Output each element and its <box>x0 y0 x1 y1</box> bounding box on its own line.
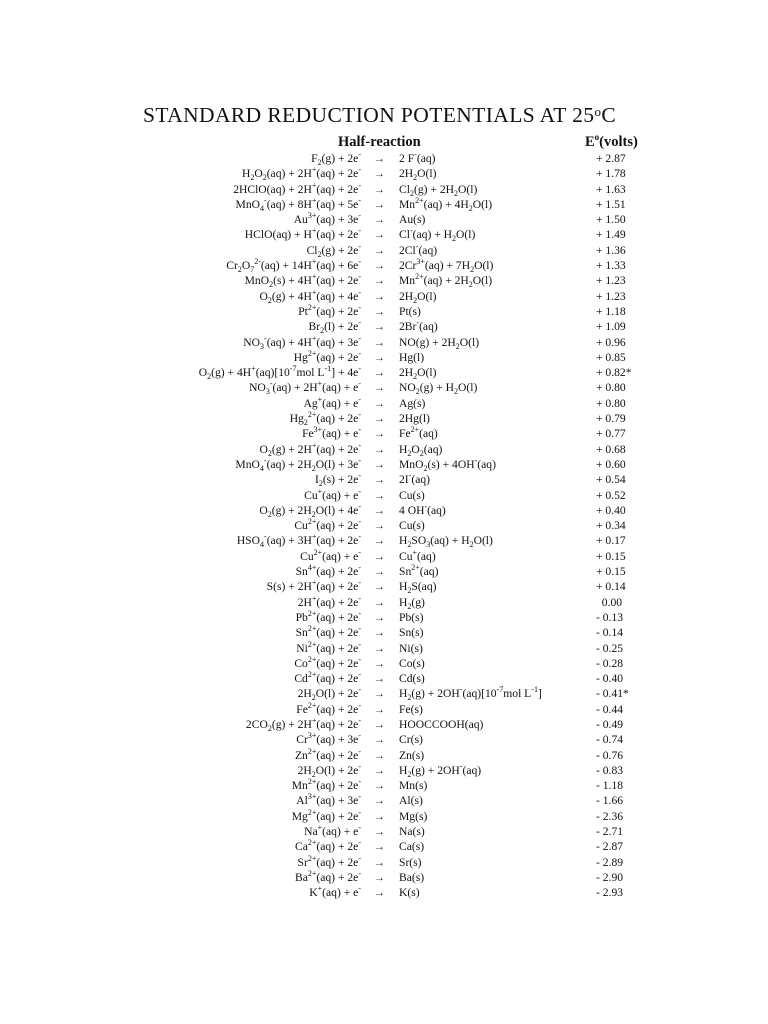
reactants: $Fe^{2+}(aq) + 2e^-$ <box>296 700 361 716</box>
table-row <box>0 396 768 411</box>
potential-value: - 0.83 <box>596 763 624 777</box>
reactants: $Cr_2O_7^{2-}(aq) + 14H^+(aq) + 6e^-$ <box>226 257 361 275</box>
products: Ni(s) <box>399 641 423 655</box>
potential-value: + 0.68 <box>596 442 626 456</box>
potential-value: + 0.80 <box>596 381 626 395</box>
reactants: $O_2(g) + 2H_2O(l) + 4e^-$ <box>259 501 361 519</box>
table-row <box>0 855 768 870</box>
reactants: $MnO_4^-(aq) + 2H_2O(l) + 3e^-$ <box>235 455 361 473</box>
products: $H_2(g) + 2OH^-(aq)[10^{-7}mol$ $L^{-1}$] <box>399 685 542 703</box>
potential-value: - 0.14 <box>596 626 624 640</box>
reactants: Ag+(aq) + e- <box>303 394 361 410</box>
column-header-half-reaction: Half-reaction <box>338 134 421 150</box>
table-row <box>0 166 768 181</box>
arrow-icon: → <box>373 412 385 426</box>
table-row <box>0 380 768 395</box>
arrow-icon: → <box>373 396 385 410</box>
arrow-icon: → <box>373 213 385 227</box>
products: MnO$_2$(s) + 4OH-(aq) <box>399 455 496 473</box>
arrow-icon: → <box>373 503 385 517</box>
potential-value: + 0.17 <box>596 534 626 548</box>
products: Al(s) <box>399 794 423 808</box>
products: Ca(s) <box>399 840 425 854</box>
products: 2 F-(aq) <box>399 150 436 165</box>
arrow-icon: → <box>373 565 385 579</box>
table-row <box>0 686 768 701</box>
e-superscript: o <box>594 132 600 142</box>
reactants: S(s) + 2H+(aq) + 2e- <box>266 578 361 594</box>
potential-value: - 0.74 <box>596 733 624 747</box>
products: $Fe^{2+}(aq)$ <box>399 425 438 441</box>
table-row <box>0 365 768 380</box>
products: Mn(s) <box>399 779 428 793</box>
products: $H_2O_2(aq)$ <box>399 442 443 458</box>
table-row <box>0 488 768 503</box>
potential-value: + 0.34 <box>596 519 626 533</box>
potential-value: - 2.87 <box>596 840 624 854</box>
products: Na(s) <box>399 825 425 839</box>
arrow-icon: → <box>373 381 385 395</box>
table-row <box>0 702 768 717</box>
potential-value: - 0.76 <box>596 748 624 762</box>
arrow-icon: → <box>373 656 385 670</box>
e-symbol: E <box>585 134 595 150</box>
arrow-icon: → <box>373 320 385 334</box>
products: $NO(g) + 2H_2O(l)$ <box>399 335 480 351</box>
products: Cu(s) <box>399 488 425 502</box>
reactants: $Mn^{2+}(aq) + 2e^-$ <box>291 777 361 793</box>
arrow-icon: → <box>373 350 385 364</box>
potential-value: + 1.18 <box>596 304 626 318</box>
table-row <box>0 870 768 885</box>
products: Ba(s) <box>399 870 425 884</box>
reactants: MnO$_2$(s) + 4H+(aq) + 2e- <box>244 272 361 290</box>
products: 2Hg(l) <box>399 412 430 426</box>
table-row <box>0 426 768 441</box>
table-row <box>0 625 768 640</box>
table-row <box>0 641 768 656</box>
reactants: $NO_3^-(aq) + 4H^+(aq) + 3e^-$ <box>243 333 361 351</box>
products: $2H_2O(l)$ <box>399 366 437 382</box>
arrow-icon: → <box>373 840 385 854</box>
reactants: $2H_2O(l) + 2e^-$ <box>297 685 361 703</box>
arrow-icon: → <box>373 626 385 640</box>
reactants: $Ni^{2+}(aq) + 2e^-$ <box>296 639 361 655</box>
potential-value: + 2.87 <box>596 152 626 165</box>
arrow-icon: → <box>373 289 385 303</box>
table-row <box>0 289 768 304</box>
table-row <box>0 763 768 778</box>
arrow-icon: → <box>373 366 385 380</box>
potential-value: + 0.80 <box>596 396 626 410</box>
products: $H_2SO_3(aq) + H_2O(l)$ <box>399 534 493 550</box>
arrow-icon: → <box>373 870 385 884</box>
reactants: MnO$_4$-(aq) + 8H+(aq) + 5e- <box>235 195 361 213</box>
table-row <box>0 258 768 273</box>
potential-value: + 1.63 <box>596 182 626 196</box>
reactants: Na+(aq) + e- <box>304 823 361 839</box>
table-row <box>0 809 768 824</box>
arrow-icon: → <box>373 825 385 839</box>
potential-value: - 0.44 <box>596 702 624 716</box>
reactants: HClO(aq) + H+(aq) + 2e- <box>244 226 361 242</box>
products: $Cl_2(g) + 2H_2O(l)$ <box>399 182 478 198</box>
arrow-icon: → <box>373 672 385 686</box>
potential-value: - 0.40 <box>596 672 624 686</box>
arrow-icon: → <box>373 748 385 762</box>
potential-value: - 0.25 <box>596 641 624 655</box>
reactants: $NO_3^-(aq) + 2H^+(aq) + e^-$ <box>249 379 361 397</box>
arrow-icon: → <box>373 457 385 471</box>
title-degree: o <box>594 104 602 119</box>
potential-value: + 0.54 <box>596 473 626 487</box>
products: $NO_2(g) + H_2O(l)$ <box>399 381 478 397</box>
products: HOOCCOOH(aq) <box>399 717 484 731</box>
reactants: $Br_2(l) + 2e^-$ <box>308 318 361 336</box>
potential-value: + 1.33 <box>596 259 626 273</box>
reactants: $Cd^{2+}(aq) + 2e^-$ <box>294 670 361 686</box>
reactants: $O_2(g) + 2H^+(aq) + 2e^-$ <box>259 440 361 458</box>
products: $H_2(g)$ <box>399 595 425 611</box>
table-row <box>0 778 768 793</box>
arrow-icon: → <box>373 794 385 808</box>
products: 2Br-(aq) <box>399 318 438 334</box>
products: $Mn^{2+}(aq) + 2H_2O(l)$ <box>399 272 493 290</box>
potential-value: - 2.71 <box>596 825 624 839</box>
reactants: $Au^{3+}(aq) + 3e^-$ <box>293 211 361 227</box>
reactants: $Sr^{2+}(aq) + 2e^-$ <box>297 853 361 869</box>
arrow-icon: → <box>373 717 385 731</box>
table-row <box>0 793 768 808</box>
arrow-icon: → <box>373 473 385 487</box>
reactants: $Co^{2+}(aq) + 2e^-$ <box>294 654 361 670</box>
products: Fe(s) <box>399 702 423 716</box>
products: $H_2(g) + 2OH^-(aq)$ <box>399 761 482 779</box>
title-text: STANDARD REDUCTION POTENTIALS AT 25 <box>143 103 595 127</box>
table-row <box>0 503 768 518</box>
reactants: $Pt^{2+}(aq) + 2e^-$ <box>298 302 361 318</box>
products: Cd(s) <box>399 672 425 686</box>
reactants: $HSO_4^-(aq) + 3H^+(aq) + 2e^-$ <box>236 532 361 550</box>
products: $2Cr^{3+}(aq) + 7H_2O(l)$ <box>399 257 494 275</box>
arrow-icon: → <box>373 442 385 456</box>
potential-value: - 1.66 <box>596 794 624 808</box>
products: $Cl^-(aq) + H_2O(l)$ <box>399 226 476 244</box>
products: $2H_2O(l)$ <box>399 289 437 305</box>
potential-value: - 2.90 <box>596 870 624 884</box>
table-row <box>0 335 768 350</box>
potential-value: + 1.09 <box>596 320 626 334</box>
products: Cr(s) <box>399 733 423 747</box>
reactants: K+(aq) + e- <box>309 884 361 900</box>
reactants: $F_2(g) + 2e^-$ <box>311 150 361 167</box>
reactants: $H_2O_2(aq) + 2H^+(aq) + 2e^-$ <box>241 165 361 183</box>
products: $2H_2O(l)$ <box>399 167 437 183</box>
arrow-icon: → <box>373 687 385 701</box>
table-row <box>0 610 768 625</box>
reactants: $Al^{3+}(aq) + 3e^-$ <box>296 792 361 808</box>
products: Cu(s) <box>399 519 425 533</box>
arrow-icon: → <box>373 427 385 441</box>
products: $H_2S(aq)$ <box>399 580 437 596</box>
arrow-icon: → <box>373 243 385 257</box>
reactants: $Cr^{3+}(aq) + 3e^-$ <box>296 731 361 747</box>
table-row <box>0 549 768 564</box>
potential-value: + 0.40 <box>596 503 626 517</box>
reactants: $Cu^{2+}(aq) + 2e^-$ <box>294 517 361 533</box>
table-row <box>0 304 768 319</box>
potential-value: + 0.15 <box>596 549 626 563</box>
table-row <box>0 824 768 839</box>
potential-value: - 0.28 <box>596 656 624 670</box>
potential-value: + 0.85 <box>596 350 626 364</box>
potential-value: + 1.51 <box>596 197 626 211</box>
table-row <box>0 656 768 671</box>
column-header-potential <box>585 134 638 151</box>
reactants: $I_2(s) + 2e^-$ <box>314 471 361 489</box>
potential-value: + 1.36 <box>596 243 626 257</box>
products: 2I-(aq) <box>399 471 431 487</box>
reactants: $Hg_2^{2+}(aq) + 2e^-$ <box>289 410 361 428</box>
potential-value: + 0.14 <box>596 580 626 594</box>
potential-value: + 0.60 <box>596 457 626 471</box>
arrow-icon: → <box>373 763 385 777</box>
arrow-icon: → <box>373 167 385 181</box>
arrow-icon: → <box>373 182 385 196</box>
table-row <box>0 671 768 686</box>
products: $Sn^{2+}(aq)$ <box>399 563 439 579</box>
products: Sr(s) <box>399 855 422 869</box>
potential-value: + 0.82* <box>596 366 632 380</box>
potential-value: + 0.15 <box>596 565 626 579</box>
reactants: $2H_2O(l) + 2e^-$ <box>297 761 361 779</box>
reactants: $Ba^{2+}(aq) + 2e^-$ <box>294 868 361 884</box>
reactants: $Pb^{2+}(aq) + 2e^-$ <box>295 608 361 624</box>
table-row <box>0 885 768 900</box>
products: Pb(s) <box>399 610 424 624</box>
products: K(s) <box>399 886 420 900</box>
arrow-icon: → <box>373 534 385 548</box>
reactants: 2H+(aq) + 2e- <box>297 593 361 609</box>
table-row <box>0 243 768 258</box>
title-unit: C <box>601 103 617 127</box>
arrow-icon: → <box>373 335 385 349</box>
arrow-icon: → <box>373 809 385 823</box>
reactants: $Cl_2(g) + 2e^-$ <box>306 241 361 259</box>
table-row <box>0 732 768 747</box>
products: Sn(s) <box>399 626 424 640</box>
products: Au(s) <box>399 213 426 227</box>
arrow-icon: → <box>373 580 385 594</box>
arrow-icon: → <box>373 733 385 747</box>
reactants: $Cu^{2+}(aq) + e^-$ <box>300 547 361 563</box>
table-row <box>0 442 768 457</box>
reactants: $Hg^{2+}(aq) + 2e^-$ <box>293 348 361 364</box>
arrow-icon: → <box>373 197 385 211</box>
potential-value: + 0.96 <box>596 335 626 349</box>
potential-value: - 0.13 <box>596 610 624 624</box>
products: $Mn^{2+}(aq) + 4H_2O(l)$ <box>399 195 493 213</box>
table-row <box>0 748 768 763</box>
arrow-icon: → <box>373 274 385 288</box>
products: Cu+(aq) <box>399 547 436 563</box>
products: Pt(s) <box>399 304 421 318</box>
table-row <box>0 197 768 212</box>
reactants: $Sn^{2+}(aq) + 2e^-$ <box>295 624 361 640</box>
reactants: $2CO_2(g) + 2H^+(aq) + 2e^-$ <box>245 715 361 733</box>
arrow-icon: → <box>373 855 385 869</box>
products: Ag(s) <box>399 396 426 410</box>
table-row <box>0 595 768 610</box>
products: Mg(s) <box>399 809 428 823</box>
arrow-icon: → <box>373 304 385 318</box>
table-row <box>0 350 768 365</box>
table-row <box>0 533 768 548</box>
potential-value: 0.00 <box>596 595 623 609</box>
reactants: $Sn^{4+}(aq) + 2e^-$ <box>295 563 361 579</box>
products: Co(s) <box>399 656 425 670</box>
potential-value: - 1.18 <box>596 779 624 793</box>
arrow-icon: → <box>373 259 385 273</box>
arrow-icon: → <box>373 702 385 716</box>
page-title <box>143 105 616 127</box>
table-row <box>0 564 768 579</box>
arrow-icon: → <box>373 549 385 563</box>
arrow-icon: → <box>373 610 385 624</box>
table-row <box>0 457 768 472</box>
table-row <box>0 472 768 487</box>
table-row <box>0 839 768 854</box>
arrow-icon: → <box>373 779 385 793</box>
potential-value: + 0.79 <box>596 412 626 426</box>
reaction-table <box>0 151 768 901</box>
reactants: Cu+(aq) + e- <box>304 486 361 502</box>
potential-value: + 0.52 <box>596 488 626 502</box>
table-row <box>0 273 768 288</box>
products: Hg(l) <box>399 350 425 364</box>
reactants: $Mg^{2+}(aq) + 2e^-$ <box>291 807 361 823</box>
arrow-icon: → <box>373 228 385 242</box>
potential-value: + 1.50 <box>596 213 626 227</box>
potential-value: + 1.78 <box>596 167 626 181</box>
arrow-icon: → <box>373 519 385 533</box>
potential-value: - 0.41* <box>596 687 629 701</box>
potential-value: + 0.77 <box>596 427 626 441</box>
potential-value: + 1.23 <box>596 274 626 288</box>
potential-value: + 1.49 <box>596 228 626 242</box>
arrow-icon: → <box>373 152 385 165</box>
potential-value: - 0.49 <box>596 717 624 731</box>
potential-value: - 2.36 <box>596 809 624 823</box>
arrow-icon: → <box>373 488 385 502</box>
table-row <box>0 717 768 732</box>
table-row <box>0 579 768 594</box>
potential-value: + 1.23 <box>596 289 626 303</box>
table-row <box>0 518 768 533</box>
table-row <box>0 411 768 426</box>
reactants: $O_2(g) + 4H^+(aq)[10^{-7}mol$ $L^{-1}] + 4e^-$ <box>198 364 361 382</box>
products: Zn(s) <box>399 748 425 762</box>
e-unit: (volts) <box>599 134 638 150</box>
arrow-icon: → <box>373 886 385 900</box>
table-row <box>0 212 768 227</box>
arrow-icon: → <box>373 641 385 655</box>
reactants: $Fe^{3+}(aq) + e^-$ <box>302 425 361 441</box>
table-row <box>0 182 768 197</box>
products: 4 OH-(aq) <box>399 501 446 517</box>
table-row <box>0 319 768 334</box>
potential-value: - 2.93 <box>596 886 624 900</box>
products: 2Cl-(aq) <box>399 241 438 257</box>
reactants: $Zn^{2+}(aq) + 2e^-$ <box>294 746 361 762</box>
table-row <box>0 151 768 166</box>
potential-value: - 2.89 <box>596 855 624 869</box>
arrow-icon: → <box>373 595 385 609</box>
reactants: 2HClO(aq) + 2H+(aq) + 2e- <box>233 180 361 196</box>
reactants: $Ca^{2+}(aq) + 2e^-$ <box>294 838 361 854</box>
table-row <box>0 227 768 242</box>
reactants: $O_2(g) + 4H^+(aq) + 4e^-$ <box>259 287 361 305</box>
